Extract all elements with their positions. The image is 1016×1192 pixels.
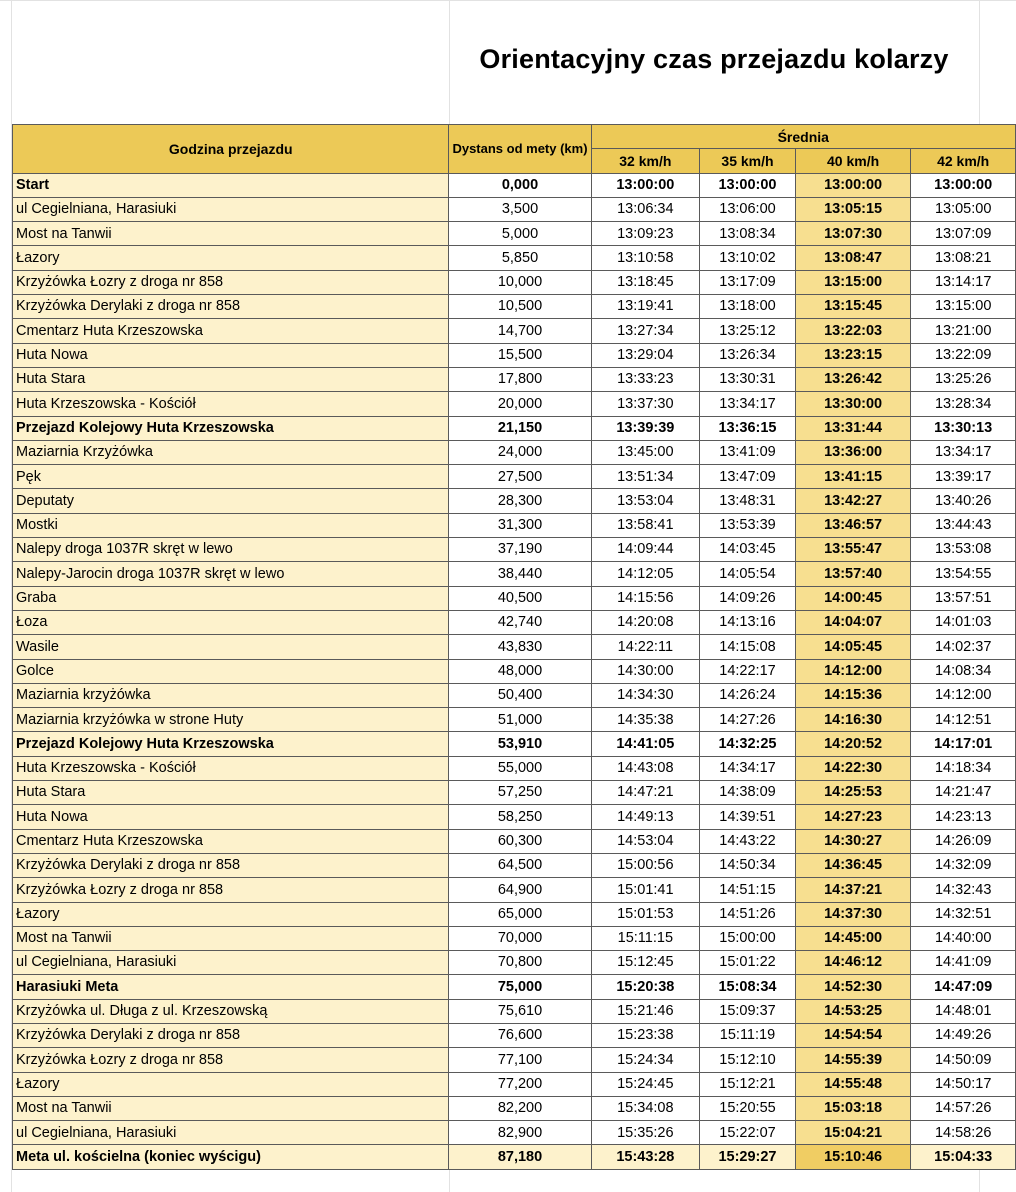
- time-35-cell: 13:08:34: [700, 222, 796, 246]
- time-35-cell: 15:12:21: [700, 1072, 796, 1096]
- place-cell: Pęk: [13, 465, 449, 489]
- distance-cell: 70,800: [449, 951, 591, 975]
- time-32-cell: 13:39:39: [591, 416, 700, 440]
- time-40-cell: 14:46:12: [795, 951, 911, 975]
- time-32-cell: 13:10:58: [591, 246, 700, 270]
- time-32-cell: 13:53:04: [591, 489, 700, 513]
- place-column-header: Godzina przejazdu: [13, 125, 449, 174]
- time-35-cell: 14:34:17: [700, 756, 796, 780]
- time-42-cell: 14:12:51: [911, 708, 1016, 732]
- time-32-cell: 15:01:41: [591, 878, 700, 902]
- table-row: [13, 610, 1016, 634]
- time-32-cell: 13:58:41: [591, 513, 700, 537]
- time-42-cell: 13:07:09: [911, 222, 1016, 246]
- distance-cell: 57,250: [449, 781, 591, 805]
- time-32-cell: 13:09:23: [591, 222, 700, 246]
- distance-cell: 17,800: [449, 367, 591, 391]
- place-cell: Krzyżówka Derylaki z droga nr 858: [13, 853, 449, 877]
- distance-cell: 27,500: [449, 465, 591, 489]
- time-42-cell: 14:12:00: [911, 683, 1016, 707]
- time-35-cell: 14:22:17: [700, 659, 796, 683]
- time-40-cell: 13:15:45: [795, 295, 911, 319]
- time-40-cell: 14:45:00: [795, 926, 911, 950]
- time-32-cell: 15:23:38: [591, 1023, 700, 1047]
- time-35-cell: 14:39:51: [700, 805, 796, 829]
- distance-cell: 48,000: [449, 659, 591, 683]
- time-40-cell: 13:26:42: [795, 367, 911, 391]
- time-35-cell: 13:00:00: [700, 173, 796, 197]
- time-40-cell: 13:36:00: [795, 440, 911, 464]
- table-row: [13, 951, 1016, 975]
- time-35-cell: 14:13:16: [700, 610, 796, 634]
- time-40-cell: 14:05:45: [795, 635, 911, 659]
- time-32-cell: 14:41:05: [591, 732, 700, 756]
- time-32-cell: 14:47:21: [591, 781, 700, 805]
- place-cell: Krzyżówka Derylaki z droga nr 858: [13, 1023, 449, 1047]
- time-32-cell: 15:11:15: [591, 926, 700, 950]
- time-32-cell: 14:53:04: [591, 829, 700, 853]
- time-32-cell: 14:30:00: [591, 659, 700, 683]
- time-32-cell: 13:06:34: [591, 197, 700, 221]
- time-35-cell: 14:05:54: [700, 562, 796, 586]
- time-40-cell: 14:55:39: [795, 1048, 911, 1072]
- table-row: [13, 999, 1016, 1023]
- table-row: [13, 367, 1016, 391]
- sheet-gridline: [0, 0, 1016, 1]
- time-42-cell: 14:17:01: [911, 732, 1016, 756]
- time-40-cell: 14:36:45: [795, 853, 911, 877]
- table-row: [13, 343, 1016, 367]
- place-cell: Cmentarz Huta Krzeszowska: [13, 829, 449, 853]
- time-42-cell: 14:40:00: [911, 926, 1016, 950]
- table-row: [13, 829, 1016, 853]
- time-32-cell: 13:00:00: [591, 173, 700, 197]
- time-40-cell: 14:16:30: [795, 708, 911, 732]
- time-35-cell: 15:01:22: [700, 951, 796, 975]
- place-cell: ul Cegielniana, Harasiuki: [13, 197, 449, 221]
- time-42-cell: 13:34:17: [911, 440, 1016, 464]
- time-32-cell: 14:09:44: [591, 538, 700, 562]
- time-32-cell: 14:15:56: [591, 586, 700, 610]
- time-42-cell: 13:00:00: [911, 173, 1016, 197]
- time-32-cell: 14:49:13: [591, 805, 700, 829]
- distance-cell: 53,910: [449, 732, 591, 756]
- time-35-cell: 13:34:17: [700, 392, 796, 416]
- time-35-cell: 14:43:22: [700, 829, 796, 853]
- time-35-cell: 15:22:07: [700, 1121, 796, 1145]
- distance-cell: 40,500: [449, 586, 591, 610]
- place-cell: Krzyżówka ul. Długa z ul. Krzeszowską: [13, 999, 449, 1023]
- table-row: [13, 319, 1016, 343]
- distance-cell: 77,100: [449, 1048, 591, 1072]
- table-row: [13, 1072, 1016, 1096]
- time-42-cell: 14:32:51: [911, 902, 1016, 926]
- table-row: [13, 173, 1016, 197]
- place-cell: Huta Nowa: [13, 343, 449, 367]
- time-42-cell: 13:53:08: [911, 538, 1016, 562]
- time-40-cell: 13:22:03: [795, 319, 911, 343]
- distance-cell: 51,000: [449, 708, 591, 732]
- place-cell: Graba: [13, 586, 449, 610]
- time-35-cell: 14:32:25: [700, 732, 796, 756]
- time-32-cell: 13:45:00: [591, 440, 700, 464]
- time-40-cell: 14:54:54: [795, 1023, 911, 1047]
- distance-cell: 37,190: [449, 538, 591, 562]
- time-42-cell: 14:26:09: [911, 829, 1016, 853]
- time-42-cell: 13:05:00: [911, 197, 1016, 221]
- time-42-cell: 13:14:17: [911, 270, 1016, 294]
- place-cell: Maziarnia krzyżówka w strone Huty: [13, 708, 449, 732]
- header-row: [13, 125, 1016, 149]
- time-35-cell: 14:26:24: [700, 683, 796, 707]
- time-32-cell: 15:35:26: [591, 1121, 700, 1145]
- time-32-cell: 13:33:23: [591, 367, 700, 391]
- time-32-cell: 15:00:56: [591, 853, 700, 877]
- time-35-cell: 13:53:39: [700, 513, 796, 537]
- place-cell: Łazory: [13, 902, 449, 926]
- time-42-cell: 14:50:17: [911, 1072, 1016, 1096]
- distance-column-header: Dystans od mety (km): [449, 125, 591, 174]
- time-35-cell: 15:11:19: [700, 1023, 796, 1047]
- time-40-cell: 14:37:21: [795, 878, 911, 902]
- time-40-cell: 13:30:00: [795, 392, 911, 416]
- time-35-cell: 13:17:09: [700, 270, 796, 294]
- time-32-cell: 15:24:34: [591, 1048, 700, 1072]
- time-40-cell: 14:55:48: [795, 1072, 911, 1096]
- place-cell: Start: [13, 173, 449, 197]
- table-row: [13, 270, 1016, 294]
- place-cell: Huta Stara: [13, 367, 449, 391]
- time-32-cell: 15:21:46: [591, 999, 700, 1023]
- table-row: [13, 538, 1016, 562]
- table-row: [13, 562, 1016, 586]
- time-42-cell: 14:47:09: [911, 975, 1016, 999]
- table-row: [13, 732, 1016, 756]
- time-35-cell: 15:12:10: [700, 1048, 796, 1072]
- page-title: Orientacyjny czas przejazdu kolarzy: [479, 44, 949, 74]
- time-32-cell: 15:34:08: [591, 1096, 700, 1120]
- place-cell: Meta ul. kościelna (koniec wyścigu): [13, 1145, 449, 1169]
- time-40-cell: 14:37:30: [795, 902, 911, 926]
- table-row: [13, 222, 1016, 246]
- schedule-table: [12, 124, 1016, 1170]
- speed-header-40: 40 km/h: [795, 149, 911, 173]
- time-40-cell: 13:05:15: [795, 197, 911, 221]
- time-40-cell: 13:00:00: [795, 173, 911, 197]
- time-35-cell: 13:06:00: [700, 197, 796, 221]
- place-cell: ul Cegielniana, Harasiuki: [13, 1121, 449, 1145]
- distance-cell: 50,400: [449, 683, 591, 707]
- distance-cell: 14,700: [449, 319, 591, 343]
- distance-cell: 82,900: [449, 1121, 591, 1145]
- time-32-cell: 14:22:11: [591, 635, 700, 659]
- time-35-cell: 13:26:34: [700, 343, 796, 367]
- table-row: [13, 635, 1016, 659]
- time-35-cell: 15:29:27: [700, 1145, 796, 1169]
- time-35-cell: 13:25:12: [700, 319, 796, 343]
- time-40-cell: 14:15:36: [795, 683, 911, 707]
- distance-cell: 10,500: [449, 295, 591, 319]
- time-40-cell: 14:12:00: [795, 659, 911, 683]
- time-32-cell: 15:20:38: [591, 975, 700, 999]
- distance-cell: 42,740: [449, 610, 591, 634]
- time-40-cell: 13:23:15: [795, 343, 911, 367]
- time-32-cell: 15:24:45: [591, 1072, 700, 1096]
- table-row: [13, 1096, 1016, 1120]
- distance-cell: 5,850: [449, 246, 591, 270]
- time-40-cell: 14:30:27: [795, 829, 911, 853]
- time-40-cell: 15:03:18: [795, 1096, 911, 1120]
- time-35-cell: 14:09:26: [700, 586, 796, 610]
- time-40-cell: 13:15:00: [795, 270, 911, 294]
- time-32-cell: 14:34:30: [591, 683, 700, 707]
- distance-cell: 31,300: [449, 513, 591, 537]
- time-35-cell: 13:18:00: [700, 295, 796, 319]
- time-42-cell: 14:23:13: [911, 805, 1016, 829]
- time-42-cell: 14:21:47: [911, 781, 1016, 805]
- time-32-cell: 13:19:41: [591, 295, 700, 319]
- time-42-cell: 13:28:34: [911, 392, 1016, 416]
- time-42-cell: 14:02:37: [911, 635, 1016, 659]
- place-cell: Huta Krzeszowska - Kościół: [13, 392, 449, 416]
- place-cell: Most na Tanwii: [13, 1096, 449, 1120]
- table-row: [13, 197, 1016, 221]
- time-42-cell: 13:57:51: [911, 586, 1016, 610]
- distance-cell: 75,000: [449, 975, 591, 999]
- time-35-cell: 14:38:09: [700, 781, 796, 805]
- table-row: [13, 295, 1016, 319]
- table-row: [13, 805, 1016, 829]
- time-32-cell: 15:12:45: [591, 951, 700, 975]
- time-35-cell: 15:09:37: [700, 999, 796, 1023]
- time-40-cell: 13:46:57: [795, 513, 911, 537]
- distance-cell: 10,000: [449, 270, 591, 294]
- time-35-cell: 14:27:26: [700, 708, 796, 732]
- table-row: [13, 975, 1016, 999]
- time-40-cell: 13:07:30: [795, 222, 911, 246]
- place-cell: Krzyżówka Łozry z droga nr 858: [13, 270, 449, 294]
- table-row: [13, 392, 1016, 416]
- time-42-cell: 13:44:43: [911, 513, 1016, 537]
- time-40-cell: 13:31:44: [795, 416, 911, 440]
- distance-cell: 87,180: [449, 1145, 591, 1169]
- time-35-cell: 15:20:55: [700, 1096, 796, 1120]
- place-cell: Przejazd Kolejowy Huta Krzeszowska: [13, 416, 449, 440]
- time-32-cell: 15:01:53: [591, 902, 700, 926]
- time-40-cell: 15:04:21: [795, 1121, 911, 1145]
- place-cell: Most na Tanwii: [13, 222, 449, 246]
- time-40-cell: 14:00:45: [795, 586, 911, 610]
- place-cell: Łazory: [13, 1072, 449, 1096]
- time-35-cell: 13:10:02: [700, 246, 796, 270]
- time-35-cell: 13:30:31: [700, 367, 796, 391]
- time-42-cell: 15:04:33: [911, 1145, 1016, 1169]
- distance-cell: 75,610: [449, 999, 591, 1023]
- distance-cell: 24,000: [449, 440, 591, 464]
- time-40-cell: 14:53:25: [795, 999, 911, 1023]
- place-cell: Krzyżówka Derylaki z droga nr 858: [13, 295, 449, 319]
- distance-cell: 3,500: [449, 197, 591, 221]
- time-35-cell: 13:36:15: [700, 416, 796, 440]
- time-40-cell: 14:52:30: [795, 975, 911, 999]
- time-42-cell: 14:08:34: [911, 659, 1016, 683]
- distance-cell: 77,200: [449, 1072, 591, 1096]
- time-35-cell: 15:08:34: [700, 975, 796, 999]
- place-cell: Nalepy-Jarocin droga 1037R skręt w lewo: [13, 562, 449, 586]
- place-cell: Krzyżówka Łozry z droga nr 858: [13, 878, 449, 902]
- time-40-cell: 14:27:23: [795, 805, 911, 829]
- distance-cell: 15,500: [449, 343, 591, 367]
- time-40-cell: 14:04:07: [795, 610, 911, 634]
- distance-cell: 82,200: [449, 1096, 591, 1120]
- table-row: [13, 440, 1016, 464]
- table-row: [13, 781, 1016, 805]
- table-row: [13, 1023, 1016, 1047]
- time-32-cell: 14:12:05: [591, 562, 700, 586]
- distance-cell: 55,000: [449, 756, 591, 780]
- place-cell: Huta Nowa: [13, 805, 449, 829]
- time-42-cell: 13:54:55: [911, 562, 1016, 586]
- place-cell: Krzyżówka Łozry z droga nr 858: [13, 1048, 449, 1072]
- time-35-cell: 14:50:34: [700, 853, 796, 877]
- table-row: [13, 1145, 1016, 1169]
- time-40-cell: 13:41:15: [795, 465, 911, 489]
- time-40-cell: 13:42:27: [795, 489, 911, 513]
- place-cell: Mostki: [13, 513, 449, 537]
- distance-cell: 38,440: [449, 562, 591, 586]
- place-cell: Przejazd Kolejowy Huta Krzeszowska: [13, 732, 449, 756]
- speed-header-42: 42 km/h: [911, 149, 1016, 173]
- place-cell: Deputaty: [13, 489, 449, 513]
- time-32-cell: 14:20:08: [591, 610, 700, 634]
- table-row: [13, 246, 1016, 270]
- time-40-cell: 14:22:30: [795, 756, 911, 780]
- place-cell: Golce: [13, 659, 449, 683]
- table-row: [13, 683, 1016, 707]
- time-42-cell: 13:15:00: [911, 295, 1016, 319]
- time-42-cell: 14:18:34: [911, 756, 1016, 780]
- distance-cell: 0,000: [449, 173, 591, 197]
- time-42-cell: 13:08:21: [911, 246, 1016, 270]
- time-32-cell: 14:43:08: [591, 756, 700, 780]
- table-row: [13, 586, 1016, 610]
- speed-header-35: 35 km/h: [700, 149, 796, 173]
- place-cell: ul Cegielniana, Harasiuki: [13, 951, 449, 975]
- distance-cell: 43,830: [449, 635, 591, 659]
- table-row: [13, 465, 1016, 489]
- time-40-cell: 13:57:40: [795, 562, 911, 586]
- place-cell: Łazory: [13, 246, 449, 270]
- time-42-cell: 14:57:26: [911, 1096, 1016, 1120]
- place-cell: Huta Stara: [13, 781, 449, 805]
- time-40-cell: 15:10:46: [795, 1145, 911, 1169]
- place-cell: Harasiuki Meta: [13, 975, 449, 999]
- table-row: [13, 513, 1016, 537]
- place-cell: Łoza: [13, 610, 449, 634]
- table-row: [13, 756, 1016, 780]
- distance-cell: 60,300: [449, 829, 591, 853]
- table-row: [13, 902, 1016, 926]
- place-cell: Most na Tanwii: [13, 926, 449, 950]
- time-42-cell: 14:32:09: [911, 853, 1016, 877]
- distance-cell: 21,150: [449, 416, 591, 440]
- average-speed-header: Średnia: [591, 125, 1015, 149]
- time-42-cell: 13:25:26: [911, 367, 1016, 391]
- time-42-cell: 14:48:01: [911, 999, 1016, 1023]
- time-40-cell: 14:25:53: [795, 781, 911, 805]
- table-row: [13, 708, 1016, 732]
- time-40-cell: 13:08:47: [795, 246, 911, 270]
- place-cell: Cmentarz Huta Krzeszowska: [13, 319, 449, 343]
- distance-cell: 28,300: [449, 489, 591, 513]
- time-42-cell: 14:41:09: [911, 951, 1016, 975]
- table-row: [13, 853, 1016, 877]
- table-row: [13, 489, 1016, 513]
- time-35-cell: 13:48:31: [700, 489, 796, 513]
- time-42-cell: 14:58:26: [911, 1121, 1016, 1145]
- time-40-cell: 13:55:47: [795, 538, 911, 562]
- table-row: [13, 1121, 1016, 1145]
- time-35-cell: 14:15:08: [700, 635, 796, 659]
- time-42-cell: 13:22:09: [911, 343, 1016, 367]
- time-35-cell: 15:00:00: [700, 926, 796, 950]
- table-row: [13, 926, 1016, 950]
- time-42-cell: 13:21:00: [911, 319, 1016, 343]
- time-35-cell: 14:51:26: [700, 902, 796, 926]
- table-row: [13, 659, 1016, 683]
- distance-cell: 76,600: [449, 1023, 591, 1047]
- place-cell: Huta Krzeszowska - Kościół: [13, 756, 449, 780]
- time-32-cell: 13:27:34: [591, 319, 700, 343]
- time-42-cell: 14:50:09: [911, 1048, 1016, 1072]
- place-cell: Nalepy droga 1037R skręt w lewo: [13, 538, 449, 562]
- table-row: [13, 416, 1016, 440]
- time-42-cell: 14:49:26: [911, 1023, 1016, 1047]
- distance-cell: 58,250: [449, 805, 591, 829]
- distance-cell: 70,000: [449, 926, 591, 950]
- distance-cell: 20,000: [449, 392, 591, 416]
- distance-cell: 5,000: [449, 222, 591, 246]
- place-cell: Maziarnia krzyżówka: [13, 683, 449, 707]
- time-40-cell: 14:20:52: [795, 732, 911, 756]
- time-32-cell: 13:18:45: [591, 270, 700, 294]
- distance-cell: 65,000: [449, 902, 591, 926]
- table-row: [13, 878, 1016, 902]
- time-32-cell: 13:29:04: [591, 343, 700, 367]
- time-32-cell: 13:51:34: [591, 465, 700, 489]
- time-42-cell: 13:39:17: [911, 465, 1016, 489]
- time-42-cell: 13:40:26: [911, 489, 1016, 513]
- time-42-cell: 14:01:03: [911, 610, 1016, 634]
- time-32-cell: 14:35:38: [591, 708, 700, 732]
- distance-cell: 64,900: [449, 878, 591, 902]
- time-32-cell: 13:37:30: [591, 392, 700, 416]
- time-42-cell: 13:30:13: [911, 416, 1016, 440]
- time-35-cell: 14:03:45: [700, 538, 796, 562]
- distance-cell: 64,500: [449, 853, 591, 877]
- place-cell: Maziarnia Krzyżówka: [13, 440, 449, 464]
- time-35-cell: 14:51:15: [700, 878, 796, 902]
- speed-header-32: 32 km/h: [591, 149, 700, 173]
- time-35-cell: 13:47:09: [700, 465, 796, 489]
- time-32-cell: 15:43:28: [591, 1145, 700, 1169]
- time-42-cell: 14:32:43: [911, 878, 1016, 902]
- time-35-cell: 13:41:09: [700, 440, 796, 464]
- table-row: [13, 1048, 1016, 1072]
- place-cell: Wasile: [13, 635, 449, 659]
